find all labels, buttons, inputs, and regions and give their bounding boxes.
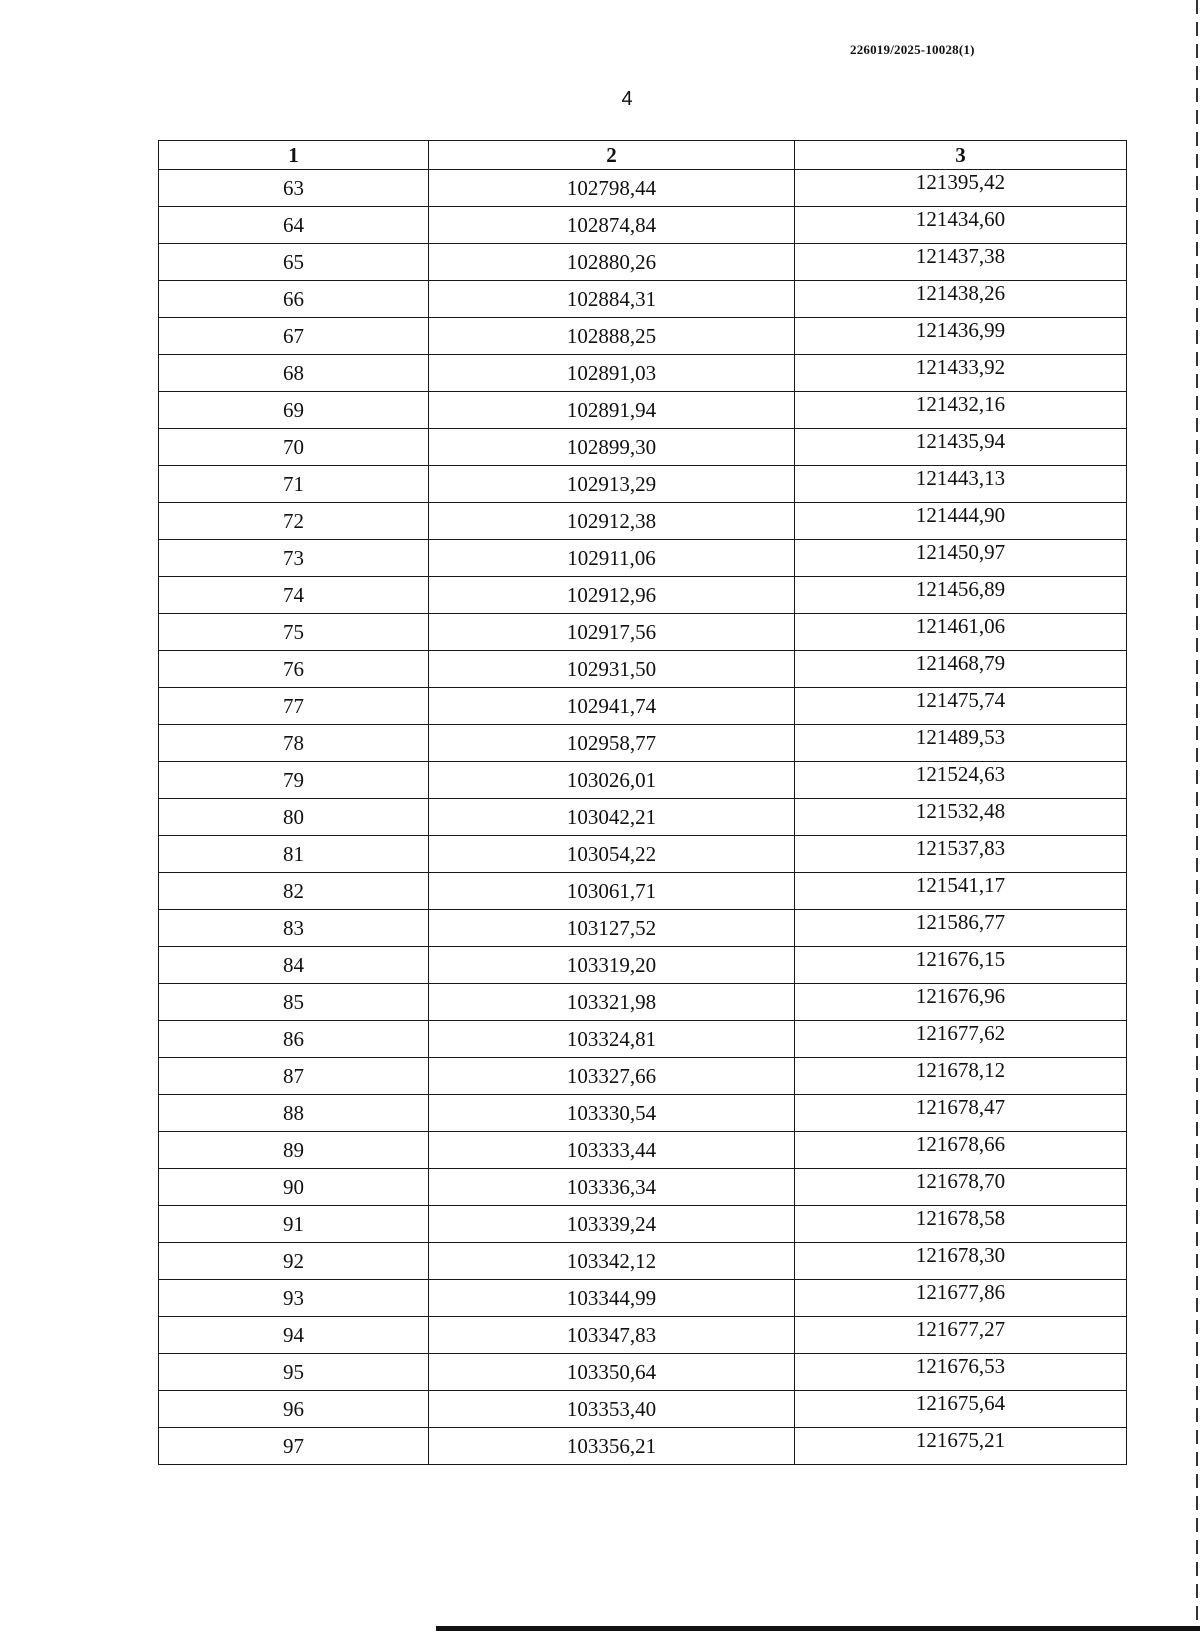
cell-value: 121461,06 — [915, 613, 1006, 638]
cell-value: 102891,03 — [566, 360, 657, 385]
table-cell-col-2 — [429, 1095, 795, 1132]
table-row — [159, 799, 1127, 836]
cell-value: 121586,77 — [915, 909, 1006, 934]
cell-value: 121677,86 — [915, 1279, 1006, 1304]
table-cell-col-2 — [429, 984, 795, 1021]
table-cell-col-3 — [795, 984, 1127, 1021]
page-number: 4 — [621, 88, 633, 110]
cell-value: 121676,96 — [915, 983, 1006, 1008]
table-cell-col-1 — [159, 688, 429, 725]
table-cell-col-3 — [795, 1169, 1127, 1206]
cell-value: 102912,96 — [566, 582, 657, 607]
table-cell-col-1 — [159, 910, 429, 947]
cell-value: 121433,92 — [915, 354, 1006, 379]
table-cell-col-2 — [429, 1391, 795, 1428]
cell-value: 121524,63 — [915, 761, 1006, 786]
table-cell-col-2 — [429, 503, 795, 540]
cell-value: 121456,89 — [915, 576, 1006, 601]
cell-value: 121443,13 — [915, 465, 1006, 490]
table-cell-col-2 — [429, 1280, 795, 1317]
table-row — [159, 170, 1127, 207]
table-cell-col-2 — [429, 355, 795, 392]
table-cell-col-2 — [429, 947, 795, 984]
table-row — [159, 1428, 1127, 1465]
table-cell-col-1 — [159, 799, 429, 836]
table-cell-col-3 — [795, 540, 1127, 577]
table-cell-col-1 — [159, 1058, 429, 1095]
cell-value: 121489,53 — [915, 724, 1006, 749]
table-cell-col-3 — [795, 762, 1127, 799]
table-cell-col-3 — [795, 281, 1127, 318]
table-row — [159, 725, 1127, 762]
cell-value: 121432,16 — [915, 391, 1006, 416]
table-row — [159, 392, 1127, 429]
cell-value: 102917,56 — [566, 619, 657, 644]
table-cell-col-1 — [159, 170, 429, 207]
table-cell-col-1 — [159, 1354, 429, 1391]
table-cell-col-1 — [159, 318, 429, 355]
table-cell-col-3 — [795, 170, 1127, 207]
table-cell-col-1 — [159, 577, 429, 614]
cell-value: 103356,21 — [566, 1433, 657, 1458]
table-cell-col-1 — [159, 281, 429, 318]
cell-value: 121450,97 — [915, 539, 1006, 564]
table-cell-col-3 — [795, 1428, 1127, 1465]
table-row — [159, 355, 1127, 392]
table-cell-col-1 — [159, 984, 429, 1021]
table-cell-col-2 — [429, 429, 795, 466]
table-cell-col-2 — [429, 466, 795, 503]
cell-value: 102931,50 — [566, 656, 657, 681]
table-cell-col-3 — [795, 688, 1127, 725]
table-row — [159, 540, 1127, 577]
table-cell-col-2 — [429, 651, 795, 688]
table-cell-col-1 — [159, 873, 429, 910]
coordinates-table — [158, 140, 1127, 1465]
table-cell-col-3 — [795, 725, 1127, 762]
cell-value: 90 — [283, 1174, 304, 1199]
table-cell-col-3 — [795, 651, 1127, 688]
cell-value: 103321,98 — [566, 989, 657, 1014]
cell-value: 65 — [283, 249, 304, 274]
table-cell-col-1 — [159, 725, 429, 762]
table-row — [159, 947, 1127, 984]
table-row — [159, 873, 1127, 910]
cell-value: 84 — [283, 952, 304, 977]
cell-value: 69 — [283, 397, 304, 422]
cell-value: 102891,94 — [566, 397, 657, 422]
cell-value: 66 — [283, 286, 304, 311]
cell-value: 121678,58 — [915, 1205, 1006, 1230]
table-cell-col-2 — [429, 540, 795, 577]
column-header-3: 3 — [795, 141, 1127, 170]
cell-value: 103347,83 — [566, 1322, 657, 1347]
table-cell-col-3 — [795, 466, 1127, 503]
cell-value: 67 — [283, 323, 304, 348]
cell-value: 70 — [283, 434, 304, 459]
table-cell-col-1 — [159, 207, 429, 244]
cell-value: 80 — [283, 804, 304, 829]
cell-value: 121678,70 — [915, 1168, 1006, 1193]
table-cell-col-1 — [159, 355, 429, 392]
table-row — [159, 651, 1127, 688]
cell-value: 102958,77 — [566, 730, 657, 755]
table-cell-col-3 — [795, 1206, 1127, 1243]
table-row — [159, 688, 1127, 725]
cell-value: 121678,66 — [915, 1131, 1006, 1156]
table-cell-col-2 — [429, 836, 795, 873]
cell-value: 121678,47 — [915, 1094, 1006, 1119]
cell-value: 103327,66 — [566, 1063, 657, 1088]
table-cell-col-3 — [795, 1058, 1127, 1095]
table-cell-col-1 — [159, 429, 429, 466]
cell-value: 93 — [283, 1285, 304, 1310]
table-row — [159, 910, 1127, 947]
cell-value: 102884,31 — [566, 286, 657, 311]
cell-value: 77 — [283, 693, 304, 718]
table-cell-col-2 — [429, 1428, 795, 1465]
table-row — [159, 1132, 1127, 1169]
table-cell-col-1 — [159, 947, 429, 984]
table-cell-col-2 — [429, 1206, 795, 1243]
table-row — [159, 1354, 1127, 1391]
table-cell-col-1 — [159, 392, 429, 429]
cell-value: 102911,06 — [567, 545, 656, 570]
cell-value: 103353,40 — [566, 1396, 657, 1421]
table-row — [159, 281, 1127, 318]
table-cell-col-2 — [429, 762, 795, 799]
table-cell-col-3 — [795, 947, 1127, 984]
table-cell-col-3 — [795, 392, 1127, 429]
table-cell-col-1 — [159, 503, 429, 540]
table-cell-col-1 — [159, 1317, 429, 1354]
cell-value: 103336,34 — [566, 1174, 657, 1199]
cell-value: 103324,81 — [566, 1026, 657, 1051]
cell-value: 96 — [283, 1396, 304, 1421]
cell-value: 103319,20 — [566, 952, 657, 977]
table-cell-col-3 — [795, 207, 1127, 244]
cell-value: 121436,99 — [915, 317, 1006, 342]
cell-value: 121678,12 — [915, 1057, 1006, 1082]
cell-value: 121677,27 — [915, 1316, 1006, 1341]
cell-value: 121675,21 — [915, 1427, 1006, 1452]
cell-value: 121675,64 — [915, 1390, 1006, 1415]
cell-value: 97 — [283, 1433, 304, 1458]
table-cell-col-2 — [429, 281, 795, 318]
table-row — [159, 1095, 1127, 1132]
table-row — [159, 318, 1127, 355]
cell-value: 95 — [283, 1359, 304, 1384]
cell-value: 102899,30 — [566, 434, 657, 459]
table-cell-col-1 — [159, 1169, 429, 1206]
table-cell-col-2 — [429, 1021, 795, 1058]
cell-value: 121677,62 — [915, 1020, 1006, 1045]
cell-value: 121438,26 — [915, 280, 1006, 305]
cell-value: 72 — [283, 508, 304, 533]
cell-value: 102913,29 — [566, 471, 657, 496]
cell-value: 103342,12 — [566, 1248, 657, 1273]
table-cell-col-2 — [429, 1058, 795, 1095]
cell-value: 68 — [283, 360, 304, 385]
cell-value: 91 — [283, 1211, 304, 1236]
table-cell-col-3 — [795, 1021, 1127, 1058]
table-cell-col-1 — [159, 1428, 429, 1465]
column-header-2: 2 — [429, 141, 795, 170]
cell-value: 79 — [283, 767, 304, 792]
table-cell-col-3 — [795, 1132, 1127, 1169]
cell-value: 85 — [283, 989, 304, 1014]
table-cell-col-3 — [795, 503, 1127, 540]
cell-value: 71 — [283, 471, 304, 496]
column-header-1: 1 — [159, 141, 429, 170]
cell-value: 78 — [283, 730, 304, 755]
table-cell-col-3 — [795, 836, 1127, 873]
cell-value: 102888,25 — [566, 323, 657, 348]
table-cell-col-3 — [795, 429, 1127, 466]
table-cell-col-2 — [429, 799, 795, 836]
table-cell-col-1 — [159, 466, 429, 503]
table-row — [159, 1243, 1127, 1280]
table-cell-col-2 — [429, 318, 795, 355]
cell-value: 64 — [283, 212, 304, 237]
cell-value: 75 — [283, 619, 304, 644]
cell-value: 103042,21 — [566, 804, 657, 829]
cell-value: 121678,30 — [915, 1242, 1006, 1267]
cell-value: 81 — [283, 841, 304, 866]
table-cell-col-1 — [159, 1391, 429, 1428]
cell-value: 86 — [283, 1026, 304, 1051]
table-cell-col-2 — [429, 392, 795, 429]
table-cell-col-3 — [795, 318, 1127, 355]
table-cell-col-3 — [795, 244, 1127, 281]
cell-value: 88 — [283, 1100, 304, 1125]
cell-value: 121676,15 — [915, 946, 1006, 971]
scan-edge-line — [1196, 0, 1198, 1631]
table-cell-col-3 — [795, 1280, 1127, 1317]
cell-value: 102874,84 — [566, 212, 657, 237]
cell-value: 121435,94 — [915, 428, 1006, 453]
cell-value: 74 — [283, 582, 304, 607]
cell-value: 94 — [283, 1322, 304, 1347]
cell-value: 121395,42 — [915, 169, 1006, 194]
table-row — [159, 984, 1127, 1021]
cell-value: 121434,60 — [915, 206, 1006, 231]
table-cell-col-2 — [429, 688, 795, 725]
table-cell-col-2 — [429, 725, 795, 762]
cell-value: 103330,54 — [566, 1100, 657, 1125]
table-cell-col-3 — [795, 1391, 1127, 1428]
cell-value: 103127,52 — [566, 915, 657, 940]
table-cell-col-3 — [795, 873, 1127, 910]
cell-value: 73 — [283, 545, 304, 570]
table-cell-col-1 — [159, 651, 429, 688]
table-row — [159, 762, 1127, 799]
cell-value: 92 — [283, 1248, 304, 1273]
cell-value: 121437,38 — [915, 243, 1006, 268]
table-cell-col-3 — [795, 1243, 1127, 1280]
cell-value: 121468,79 — [915, 650, 1006, 675]
table-cell-col-3 — [795, 910, 1127, 947]
table-cell-col-2 — [429, 577, 795, 614]
table-cell-col-1 — [159, 540, 429, 577]
table-cell-col-1 — [159, 1021, 429, 1058]
table-row — [159, 614, 1127, 651]
cell-value: 87 — [283, 1063, 304, 1088]
table-row — [159, 1206, 1127, 1243]
cell-value: 103026,01 — [566, 767, 657, 792]
table-cell-col-2 — [429, 1354, 795, 1391]
table-cell-col-2 — [429, 1243, 795, 1280]
table-row — [159, 836, 1127, 873]
table-row — [159, 429, 1127, 466]
table-cell-col-1 — [159, 614, 429, 651]
table-row — [159, 244, 1127, 281]
table-cell-col-2 — [429, 1317, 795, 1354]
cell-value: 103054,22 — [566, 841, 657, 866]
table-header — [159, 141, 1127, 170]
table-row — [159, 1169, 1127, 1206]
table-cell-col-2 — [429, 207, 795, 244]
cell-value: 103061,71 — [566, 878, 657, 903]
table-cell-col-2 — [429, 614, 795, 651]
cell-value: 102798,44 — [566, 175, 657, 200]
table-cell-col-2 — [429, 244, 795, 281]
cell-value: 103344,99 — [566, 1285, 657, 1310]
cell-value: 121532,48 — [915, 798, 1006, 823]
table-cell-col-3 — [795, 799, 1127, 836]
cell-value: 82 — [283, 878, 304, 903]
cell-value: 102912,38 — [566, 508, 657, 533]
cell-value: 102941,74 — [566, 693, 657, 718]
table-row — [159, 503, 1127, 540]
table-row — [159, 1058, 1127, 1095]
cell-value: 121444,90 — [915, 502, 1006, 527]
table-cell-col-2 — [429, 1169, 795, 1206]
cell-value: 121537,83 — [915, 835, 1006, 860]
cell-value: 121475,74 — [915, 687, 1006, 712]
table-row — [159, 1391, 1127, 1428]
table-row — [159, 466, 1127, 503]
table-cell-col-3 — [795, 1354, 1127, 1391]
scan-bottom-bar — [436, 1626, 1200, 1631]
cell-value: 83 — [283, 915, 304, 940]
table-cell-col-2 — [429, 910, 795, 947]
table-cell-col-1 — [159, 762, 429, 799]
table-cell-col-3 — [795, 1317, 1127, 1354]
table-cell-col-2 — [429, 1132, 795, 1169]
cell-value: 76 — [283, 656, 304, 681]
cell-value: 103333,44 — [566, 1137, 657, 1162]
table-row — [159, 577, 1127, 614]
cell-value: 121541,17 — [915, 872, 1006, 897]
cell-value: 63 — [283, 175, 304, 200]
table-cell-col-2 — [429, 873, 795, 910]
table-cell-col-1 — [159, 1280, 429, 1317]
table-cell-col-1 — [159, 1206, 429, 1243]
table-cell-col-1 — [159, 1095, 429, 1132]
cell-value: 102880,26 — [566, 249, 657, 274]
table-row — [159, 1317, 1127, 1354]
cell-value: 121676,53 — [915, 1353, 1006, 1378]
document-id: 226019/2025-10028(1) — [850, 42, 975, 57]
table-cell-col-2 — [429, 170, 795, 207]
table-cell-col-3 — [795, 355, 1127, 392]
table-row — [159, 1280, 1127, 1317]
table-row — [159, 207, 1127, 244]
table-cell-col-1 — [159, 1243, 429, 1280]
table-body — [159, 170, 1127, 1465]
table-row — [159, 1021, 1127, 1058]
cell-value: 103350,64 — [566, 1359, 657, 1384]
cell-value: 103339,24 — [566, 1211, 657, 1236]
table-cell-col-3 — [795, 1095, 1127, 1132]
table-cell-col-3 — [795, 614, 1127, 651]
cell-value: 89 — [283, 1137, 304, 1162]
table-cell-col-3 — [795, 577, 1127, 614]
header-row — [159, 141, 1127, 170]
table-cell-col-1 — [159, 1132, 429, 1169]
table-cell-col-1 — [159, 244, 429, 281]
table-cell-col-1 — [159, 836, 429, 873]
